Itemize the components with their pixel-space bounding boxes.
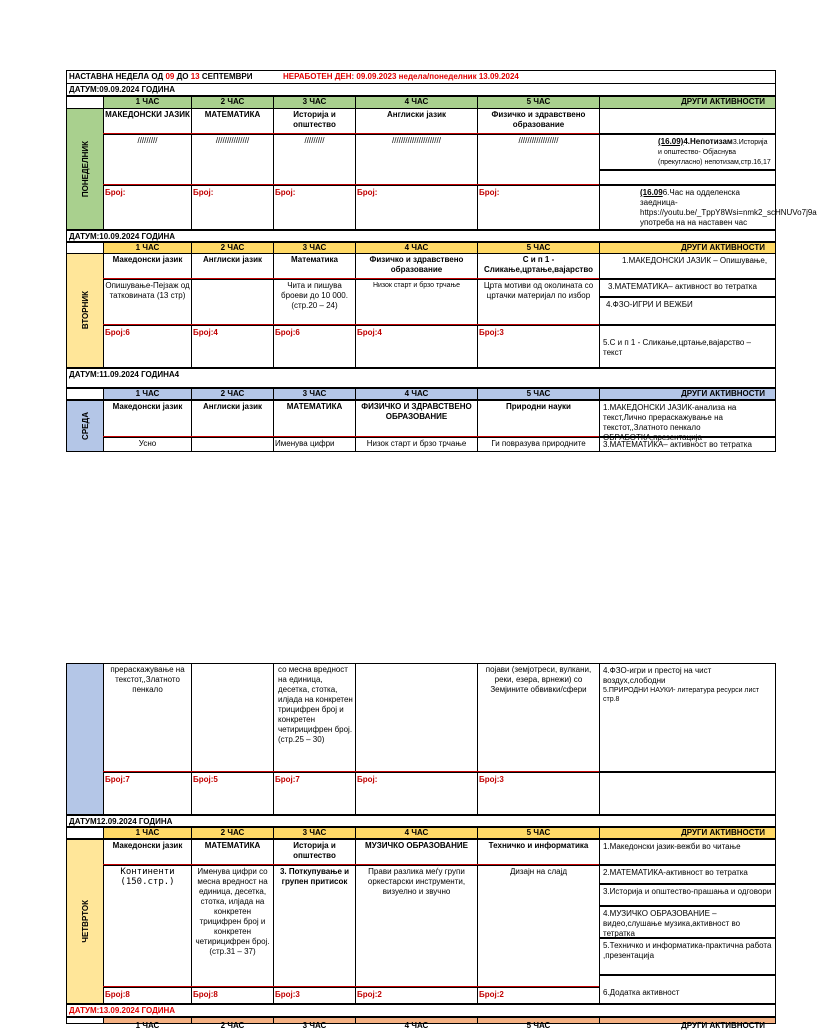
thursday-topic-1: Континенти (150.стр.) [103, 865, 192, 987]
wednesday-col5-header: 5 ЧАС [477, 388, 600, 400]
wednesday-subject-3: МАТЕМАТИКА [273, 400, 356, 437]
tuesday-count-2: Број:4 [191, 325, 274, 368]
wednesday-day-label: СРЕДА [66, 400, 104, 452]
wednesday-cont-topic-3: со месна вредност на единица, десетка, стотка, илјада на конкретен трицифрен број и конкретен четирицифрен број.(стр.25 – 30) [273, 663, 356, 772]
wednesday-col2-header: 2 ЧАС [191, 388, 274, 400]
friday-col4-header: 4 ЧАС [355, 1017, 478, 1024]
thursday-other-3: 3.Историја и општество-прашања и одговори [599, 884, 776, 906]
thursday-other-4: 4.МУЗИЧКО ОБРАЗОВАНИЕ – видео,слушање музика,активност во тетратка [599, 906, 776, 938]
tuesday-topic-3: Чита и пишува броеви до 10 000. (стр.20 – 24) [273, 279, 356, 325]
thursday-date: ДАТУМ12.09.2024 ГОДИНА [66, 815, 776, 827]
thursday-topic-3: 3. Поткупување и групен притисок [273, 865, 356, 987]
tuesday-subject-5: С и п 1 - Сликање,цртање,вајарство [477, 253, 600, 279]
tuesday-subject-2: Англиски јазик [191, 253, 274, 279]
wednesday-topic-5: Ги повразува природните [477, 437, 600, 452]
wednesday-cont-topic-2 [191, 663, 274, 772]
tuesday-day-label: ВТОРНИК [66, 253, 104, 368]
monday-subject-3: Историја и општество [273, 108, 356, 134]
thursday-subject-2: МАТЕМАТИКА [191, 839, 274, 865]
monday-topic-1: ///////// [103, 134, 192, 185]
monday-col3-header: 3 ЧАС [273, 96, 356, 109]
monday-subject-2: МАТЕМАТИКА [191, 108, 274, 134]
wednesday-cont-topic-4 [355, 663, 478, 772]
monday-count-5: Број: [477, 185, 600, 230]
thursday-other-header: ДРУГИ АКТИВНОСТИ [599, 827, 776, 839]
monday-topic-5: ////////////////// [477, 134, 600, 185]
thursday-topic-2: Именува цифри со месна вредност на единица, десетка, стотка, илјада на конкретен трицифрен број и конкретен четирицифрен број.(стр.31 – 37) [191, 865, 274, 987]
thursday-subject-4: МУЗИЧКО ОБРАЗОВАНИЕ [355, 839, 478, 865]
monday-subject-5: Физичко и здравствено образование [477, 108, 600, 134]
week-title-row [66, 70, 776, 83]
tuesday-topic-1: Опишување-Пејзаж од татковината (13 стр) [103, 279, 192, 325]
wednesday-day-continued [66, 663, 104, 815]
monday-col1-header: 1 ЧАС [103, 96, 192, 109]
monday-col2-header: 2 ЧАС [191, 96, 274, 109]
tuesday-topic-4: Низок старт и брзо трчање [355, 279, 478, 325]
tuesday-count-3: Број:6 [273, 325, 356, 368]
wednesday-corner [66, 388, 104, 400]
tuesday-topic-5: Црта мотиви од околината со цртачки материјал по избор [477, 279, 600, 325]
thursday-corner [66, 827, 104, 839]
thursday-count-4: Број:2 [355, 987, 478, 1004]
thursday-col5-header: 5 ЧАС [477, 827, 600, 839]
monday-col4-header: 4 ЧАС [355, 96, 478, 109]
monday-count-2: Број: [191, 185, 274, 230]
nonworking-day-note: НЕРАБОТЕН ДЕН: 09.09.2023 недела/понеделник 13.09.2024 [283, 72, 519, 81]
wednesday-date: ДАТУМ:11.09.2024 ГОДИНА4 [66, 368, 776, 388]
tuesday-date: ДАТУМ:10.09.2024 ГОДИНА [66, 230, 776, 242]
thursday-count-2: Број:8 [191, 987, 274, 1004]
wednesday-topic-1: Усно [103, 437, 192, 452]
thursday-col2-header: 2 ЧАС [191, 827, 274, 839]
monday-other-1: (16.09)4.Непотизам3.Историја и општество- Објаснува (прекугласно) непотизам,стр.16,17 [599, 134, 776, 170]
wednesday-topic-2 [191, 437, 274, 452]
thursday-subject-1: Македонски јазик [103, 839, 192, 865]
monday-other-blank2 [599, 170, 776, 185]
thursday-col4-header: 4 ЧАС [355, 827, 478, 839]
tuesday-other-3: 4.ФЗО-ИГРИ И ВЕЖБИ [599, 297, 776, 325]
wednesday-col3-header: 3 ЧАС [273, 388, 356, 400]
monday-topic-3: ///////// [273, 134, 356, 185]
tuesday-other-1: 1.МАКЕДОНСКИ ЈАЗИК – Опишување, [599, 253, 776, 279]
wednesday-cont-other-blank [599, 772, 776, 815]
wednesday-count-4: Број: [355, 772, 478, 815]
monday-other-2: (16.096.Час на одделенска заедница-https://youtu.be/_TppY8Wsi=nmk2_scHNUVo7j9a употреба на на наставен час [599, 185, 776, 230]
thursday-count-5: Број:2 [477, 987, 600, 1004]
tuesday-count-1: Број:6 [103, 325, 192, 368]
friday-date: ДАТУМ:13.09.2024 ГОДИНА [66, 1004, 776, 1017]
tuesday-col4-header: 4 ЧАС [355, 242, 478, 254]
wednesday-cont-topic-5: појави (земјотреси, вулкани, реки, езера, врнежи) со Земјините обвивки/сфери [477, 663, 600, 772]
thursday-other-1: 1.Македонски јазик-вежби во читање [599, 839, 776, 865]
wednesday-topic-4: Низок старт и брзо трчање [355, 437, 478, 452]
monday-count-4: Број: [355, 185, 478, 230]
monday-other-blank [599, 108, 776, 134]
tuesday-col1-header: 1 ЧАС [103, 242, 192, 254]
thursday-topic-4: Прави разлика меѓу групи оркестарски инструменти, визуелно и звучно [355, 865, 478, 987]
thursday-col1-header: 1 ЧАС [103, 827, 192, 839]
wednesday-subject-2: Англиски јазик [191, 400, 274, 437]
tuesday-other-2: 3.МАТЕМАТИКА– активност во тетратка [599, 279, 776, 297]
thursday-count-3: Број:3 [273, 987, 356, 1004]
tuesday-subject-4: Физичко и здравствено образование [355, 253, 478, 279]
friday-corner [66, 1017, 104, 1024]
tuesday-topic-2 [191, 279, 274, 325]
friday-col2-header: 2 ЧАС [191, 1017, 274, 1024]
tuesday-col5-header: 5 ЧАС [477, 242, 600, 254]
wednesday-subject-4: ФИЗИЧКО И ЗДРАВСТВЕНО ОБРАЗОВАНИЕ [355, 400, 478, 437]
wednesday-count-5: Број:3 [477, 772, 600, 815]
wednesday-count-2: Број:5 [191, 772, 274, 815]
tuesday-col3-header: 3 ЧАС [273, 242, 356, 254]
tuesday-other-4: 5.С и п 1 - Сликање,цртање,вајарство – текст [599, 325, 776, 368]
thursday-topic-5: Дизајн на слајд [477, 865, 600, 987]
wednesday-other-header: ДРУГИ АКТИВНОСТИ [599, 388, 776, 400]
thursday-subject-3: Историја и општество [273, 839, 356, 865]
tuesday-subject-3: Математика [273, 253, 356, 279]
tuesday-col2-header: 2 ЧАС [191, 242, 274, 254]
wednesday-other-2: 3.МАТЕМАТИКА– активност во тетратка [599, 437, 776, 452]
monday-count-3: Број: [273, 185, 356, 230]
thursday-subject-5: Техничко и информатика [477, 839, 600, 865]
monday-date: ДАТУМ:09.09.2024 ГОДИНА [66, 83, 776, 96]
tuesday-count-5: Број:3 [477, 325, 600, 368]
wednesday-count-3: Број:7 [273, 772, 356, 815]
monday-topic-2: /////////////// [191, 134, 274, 185]
thursday-day-label: ЧЕТВРТОК [66, 839, 104, 1004]
wednesday-subject-5: Природни науки [477, 400, 600, 437]
monday-col5-header: 5 ЧАС [477, 96, 600, 109]
thursday-other-5: 5.Техничко и информатика-практична работа ,презентација [599, 938, 776, 975]
tuesday-other-header: ДРУГИ АКТИВНОСТИ [599, 242, 776, 254]
tuesday-count-4: Број:4 [355, 325, 478, 368]
wednesday-cont-other [599, 663, 776, 772]
thursday-count-1: Број:8 [103, 987, 192, 1004]
friday-other-header: ДРУГИ АКТИВНОСТИ [599, 1017, 776, 1024]
wednesday-topic-3: Именува цифри [273, 437, 356, 452]
monday-subject-1: МАКЕДОНСКИ ЈАЗИК [103, 108, 192, 134]
monday-subject-4: Англиски јазик [355, 108, 478, 134]
monday-topic-4: ////////////////////// [355, 134, 478, 185]
monday-count-1: Број: [103, 185, 192, 230]
tuesday-subject-1: Македонски јазик [103, 253, 192, 279]
wednesday-col4-header: 4 ЧАС [355, 388, 478, 400]
wednesday-count-1: Број:7 [103, 772, 192, 815]
thursday-other-6: 6.Додатка активност [599, 975, 776, 1004]
thursday-other-2: 2.МАТЕМАТИКА-активност во тетратка [599, 865, 776, 884]
wednesday-col1-header: 1 ЧАС [103, 388, 192, 400]
thursday-col3-header: 3 ЧАС [273, 827, 356, 839]
monday-day-label: ПОНЕДЕЛНИК [66, 108, 104, 230]
monday-other-header: ДРУГИ АКТИВНОСТИ [599, 96, 776, 109]
wednesday-cont-other-1: 4.ФЗО-игри и престој на чист воздух,слободни [603, 666, 712, 685]
friday-col5-header: 5 ЧАС [477, 1017, 600, 1024]
wednesday-cont-topic-1: прераскажување на текстот,,Златното пенкало [103, 663, 192, 772]
wednesday-cont-other-2: 5.ПРИРОДНИ НАУКИ- литература ресурси лист стр.8 [603, 687, 760, 703]
week-title: НАСТАВНА НЕДЕЛА ОД 09 ДО 13 СЕПТЕМВРИ [69, 72, 253, 81]
wednesday-other-1: 1.МАКЕДОНСКИ ЈАЗИК-анализа на текст,Лично прераскажување на текстот,,Златното пенкало ОБРАБОТКА,презентација [599, 400, 776, 437]
friday-col1-header: 1 ЧАС [103, 1017, 192, 1024]
friday-col3-header: 3 ЧАС [273, 1017, 356, 1024]
wednesday-subject-1: Македонски јазик [103, 400, 192, 437]
